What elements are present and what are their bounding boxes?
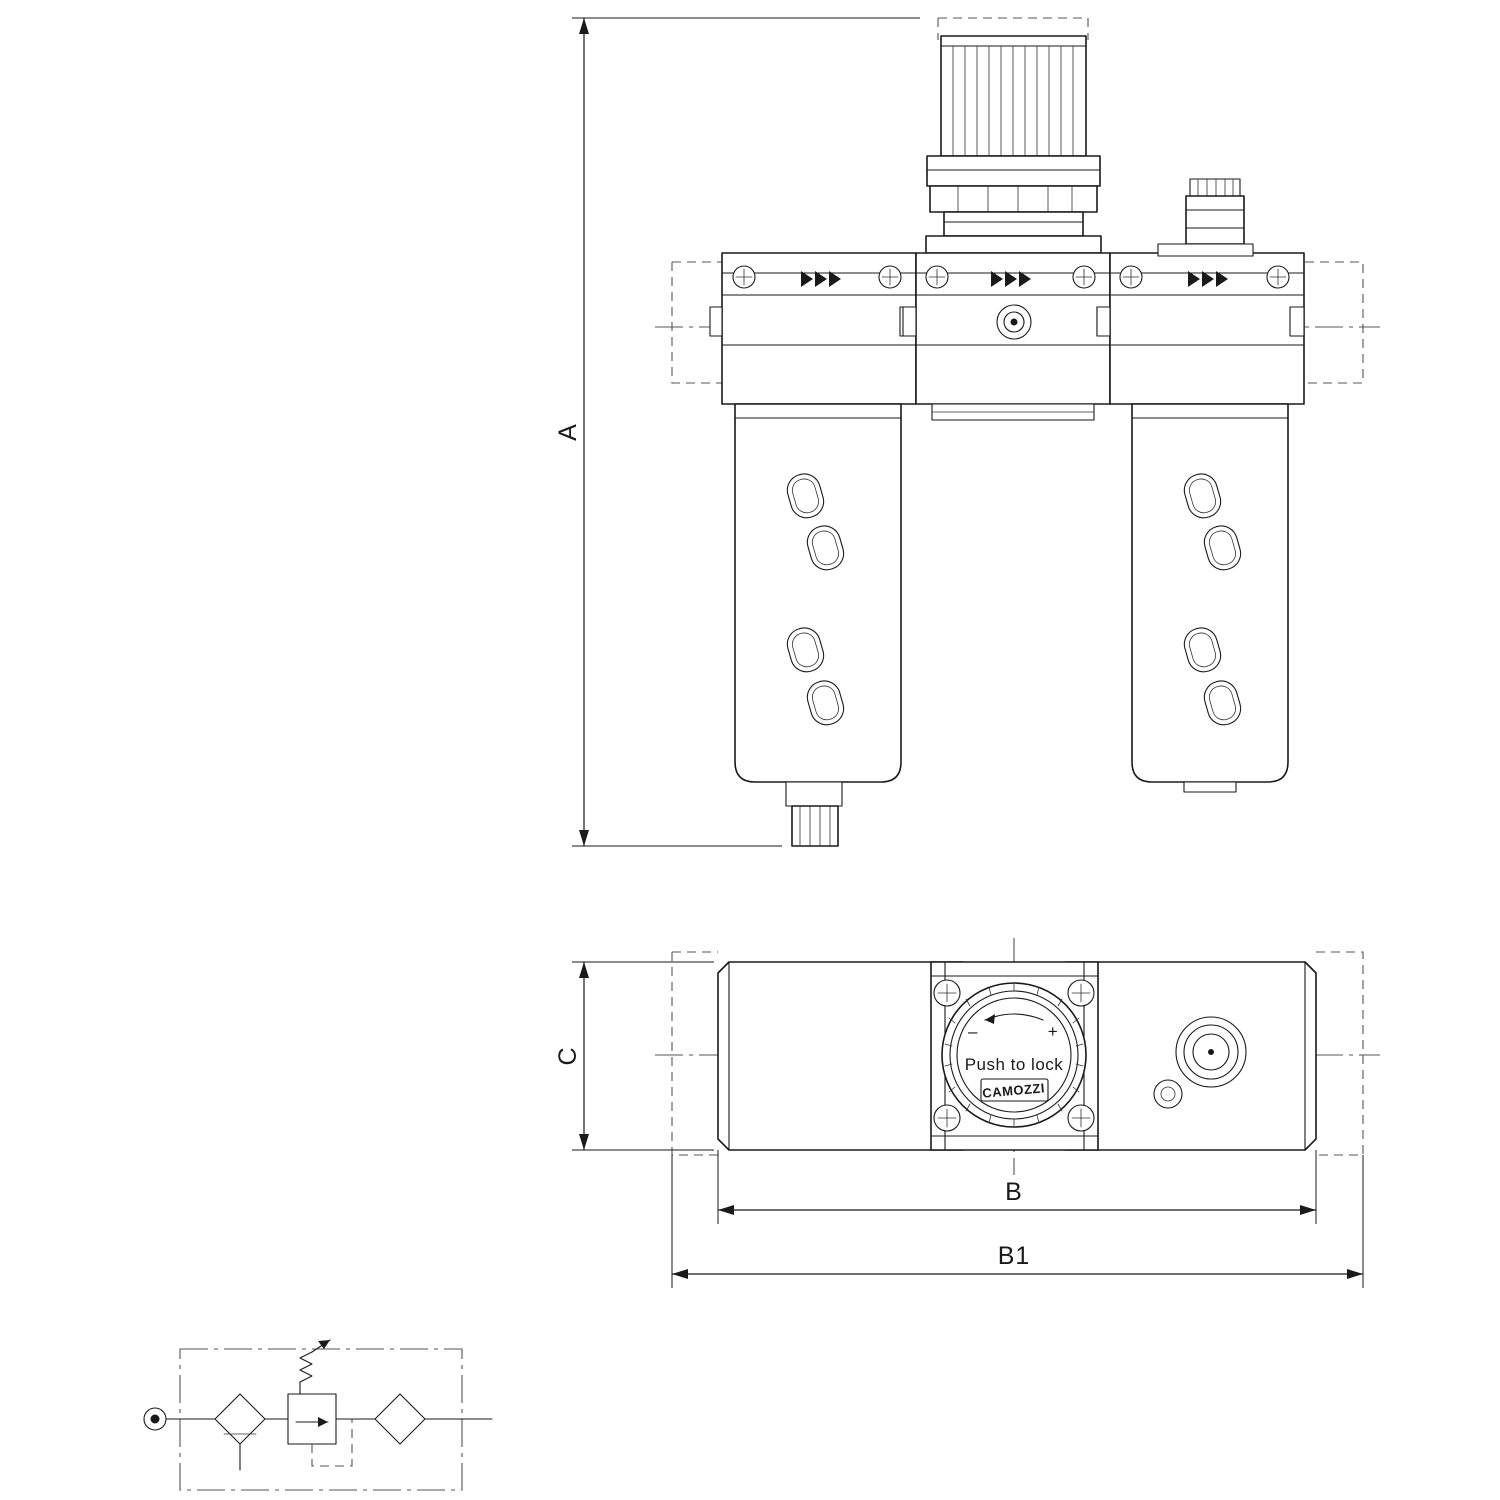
dimension-b-label: B [1005, 1178, 1023, 1206]
dimension-c [554, 962, 714, 1150]
dimension-b [718, 1150, 1316, 1224]
lubricator-top [1066, 962, 1316, 1150]
lubricator-drain [1184, 782, 1236, 792]
regulator-knob-top[interactable] [942, 983, 1086, 1127]
top-view [554, 938, 1380, 1288]
knob-plus-label: + [1047, 1022, 1059, 1041]
schematic-symbol-view [144, 1340, 492, 1490]
dimension-b1 [672, 1155, 1363, 1288]
oil-fill-cap [1158, 179, 1253, 256]
filter-top [718, 962, 963, 1150]
top-mounting-outline [672, 952, 718, 1155]
knob-minus-label: – [968, 1022, 978, 1041]
regulator-knob-front [926, 36, 1101, 253]
regulator-body-front [903, 253, 1110, 420]
lubricator-bowl [1132, 404, 1288, 782]
filter-bowl [735, 404, 901, 782]
filter-body-front [710, 253, 916, 846]
front-elevation-view [554, 18, 1380, 846]
dimension-c-label: C [554, 1046, 582, 1066]
regulator-symbol [288, 1340, 375, 1466]
regulator-top [931, 962, 1098, 1150]
brand-label: CAMOZZI [981, 1080, 1046, 1101]
dimension-b1-label: B1 [997, 1242, 1031, 1270]
lubricator-symbol [375, 1394, 492, 1444]
manual-drain [786, 782, 842, 846]
oil-drip-port [1154, 1080, 1182, 1108]
spring-symbol [300, 1340, 330, 1394]
filter-symbol [215, 1394, 288, 1470]
knob-lock-label: Push to lock [964, 1055, 1064, 1074]
lubricator-body-front [1097, 179, 1304, 792]
dimension-a-label: A [554, 423, 582, 441]
